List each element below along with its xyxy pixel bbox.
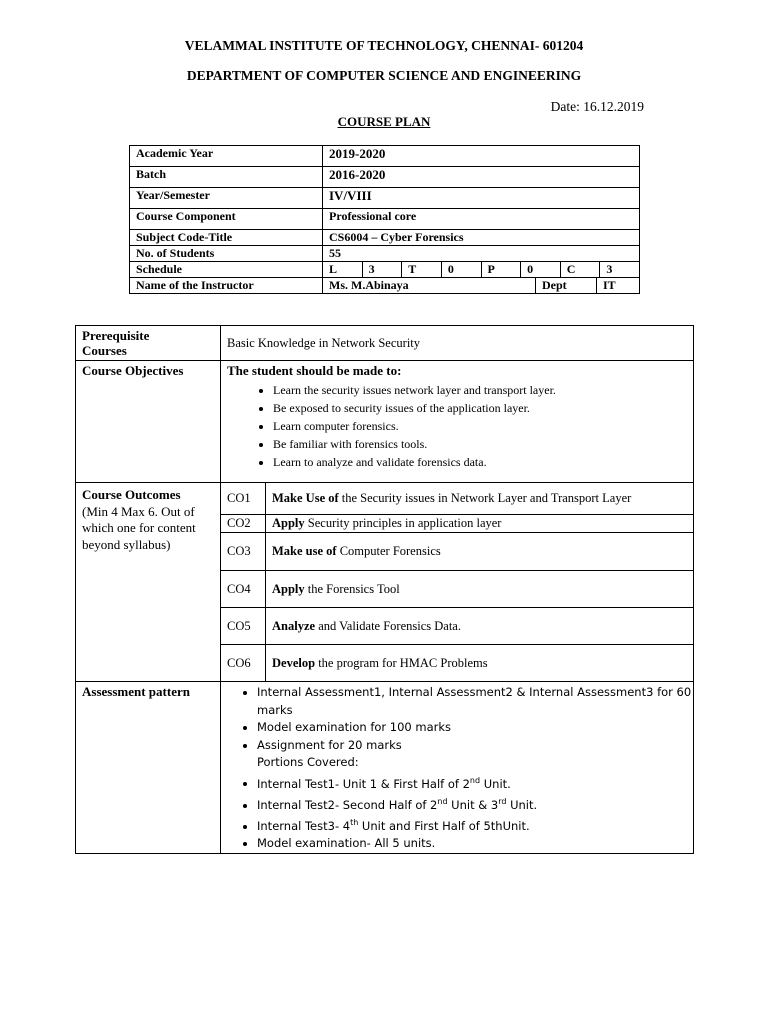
course-component-label: Course Component [130, 209, 323, 230]
co-code: CO5 [221, 608, 266, 644]
co-text: Computer Forensics [336, 544, 441, 558]
list-item: • Internal Test3- 4th Unit and First Half of 5thUnit. [257, 814, 693, 835]
prerequisite-label-2: Courses [82, 343, 127, 358]
academic-year-value: 2019-2020 [323, 146, 640, 167]
course-details-table [75, 325, 694, 854]
co-verb: Develop [272, 655, 316, 670]
list-item: • Internal Assessment1, Internal Assessment2 & Internal Assessment3 for 60 marks [257, 684, 693, 719]
co-verb: Make use of [272, 544, 337, 558]
co-text: the program for HMAC Problems [315, 655, 488, 670]
instructor-value: Ms. M.Abinaya [329, 278, 409, 292]
prerequisite-value: Basic Knowledge in Network Security [221, 326, 694, 361]
co-verb: Apply [272, 516, 305, 530]
list-item: • Internal Test2- Second Half of 2nd Unit & 3rd Unit. [257, 793, 693, 814]
objectives-list [227, 381, 693, 471]
objectives-label: Course Objectives [76, 361, 221, 483]
co-code: CO1 [221, 483, 266, 514]
dept-value: IT [603, 278, 616, 292]
course-info-table [129, 145, 640, 294]
batch-value: 2016-2020 [323, 167, 640, 188]
academic-year-label: Academic Year [130, 146, 323, 167]
schedule-cell: L [323, 262, 363, 277]
schedule-label: Schedule [130, 262, 323, 278]
dept-label: Dept [535, 278, 597, 293]
schedule-grid [323, 262, 639, 277]
institute-name: VELAMMAL INSTITUTE OF TECHNOLOGY, CHENNAI- 601204 [184, 38, 584, 53]
co-text: Security principles in application layer [304, 516, 502, 530]
list-item: • Learn the security issues network layer and transport layer. [273, 381, 693, 399]
list-item: • Learn computer forensics. [273, 417, 693, 435]
students-label: No. of Students [130, 246, 323, 262]
list-item: • Be familiar with forensics tools. [273, 435, 693, 453]
batch-label: Batch [130, 167, 323, 188]
objectives-heading: The student should be made to: [227, 363, 402, 378]
co-text: and Validate Forensics Data. [315, 618, 461, 633]
list-item: • Be exposed to security issues of the application layer. [273, 399, 693, 417]
schedule-cell: T [402, 262, 442, 277]
portions-heading: Portions Covered: [257, 755, 359, 769]
list-item: • Internal Test1- Unit 1 & First Half of 2nd Unit. [257, 772, 693, 793]
co-text: the Security issues in Network Layer and Transport Layer [338, 491, 632, 505]
schedule-cell: 0 [521, 262, 561, 277]
outcomes-note: (Min 4 Max 6. Out of which one for content beyond syllabus) [82, 503, 196, 552]
schedule-cell: C [561, 262, 601, 277]
prerequisite-label: Prerequisite [82, 328, 150, 343]
course-component-value: Professional core [323, 209, 640, 230]
assessment-label: Assessment pattern [76, 682, 221, 854]
schedule-cell: 0 [442, 262, 482, 277]
co-verb: Analyze [272, 618, 316, 633]
schedule-cell: 3 [363, 262, 403, 277]
co-code: CO3 [221, 533, 266, 570]
list-item: • Model examination for 100 marks [257, 719, 693, 737]
list-item: • Assignment for 20 marks [257, 737, 693, 755]
assessment-list [227, 684, 693, 853]
subject-value: CS6004 – Cyber Forensics [323, 230, 640, 246]
co-code: CO4 [221, 571, 266, 607]
schedule-cell: P [482, 262, 522, 277]
list-item: • Learn to analyze and validate forensics data. [273, 453, 693, 471]
department-name: DEPARTMENT OF COMPUTER SCIENCE AND ENGINEERING [186, 68, 582, 83]
subject-label: Subject Code-Title [130, 230, 323, 246]
list-item: • Model examination- All 5 units. [257, 835, 693, 853]
co-verb: Apply [272, 581, 305, 596]
co-code: CO6 [221, 645, 266, 681]
co-text: the Forensics Tool [304, 581, 400, 596]
year-semester-label: Year/Semester [130, 188, 323, 209]
instructor-label: Name of the Instructor [130, 278, 323, 294]
page-title: COURSE PLAN [337, 114, 431, 129]
schedule-cell: 3 [606, 262, 613, 276]
year-semester-value: IV/VIII [323, 188, 640, 209]
outcomes-label: Course Outcomes [82, 487, 181, 502]
document-date: Date: 16.12.2019 [550, 99, 644, 114]
co-verb: Make Use of [272, 491, 339, 505]
co-code: CO2 [221, 515, 266, 532]
students-value: 55 [323, 246, 640, 262]
